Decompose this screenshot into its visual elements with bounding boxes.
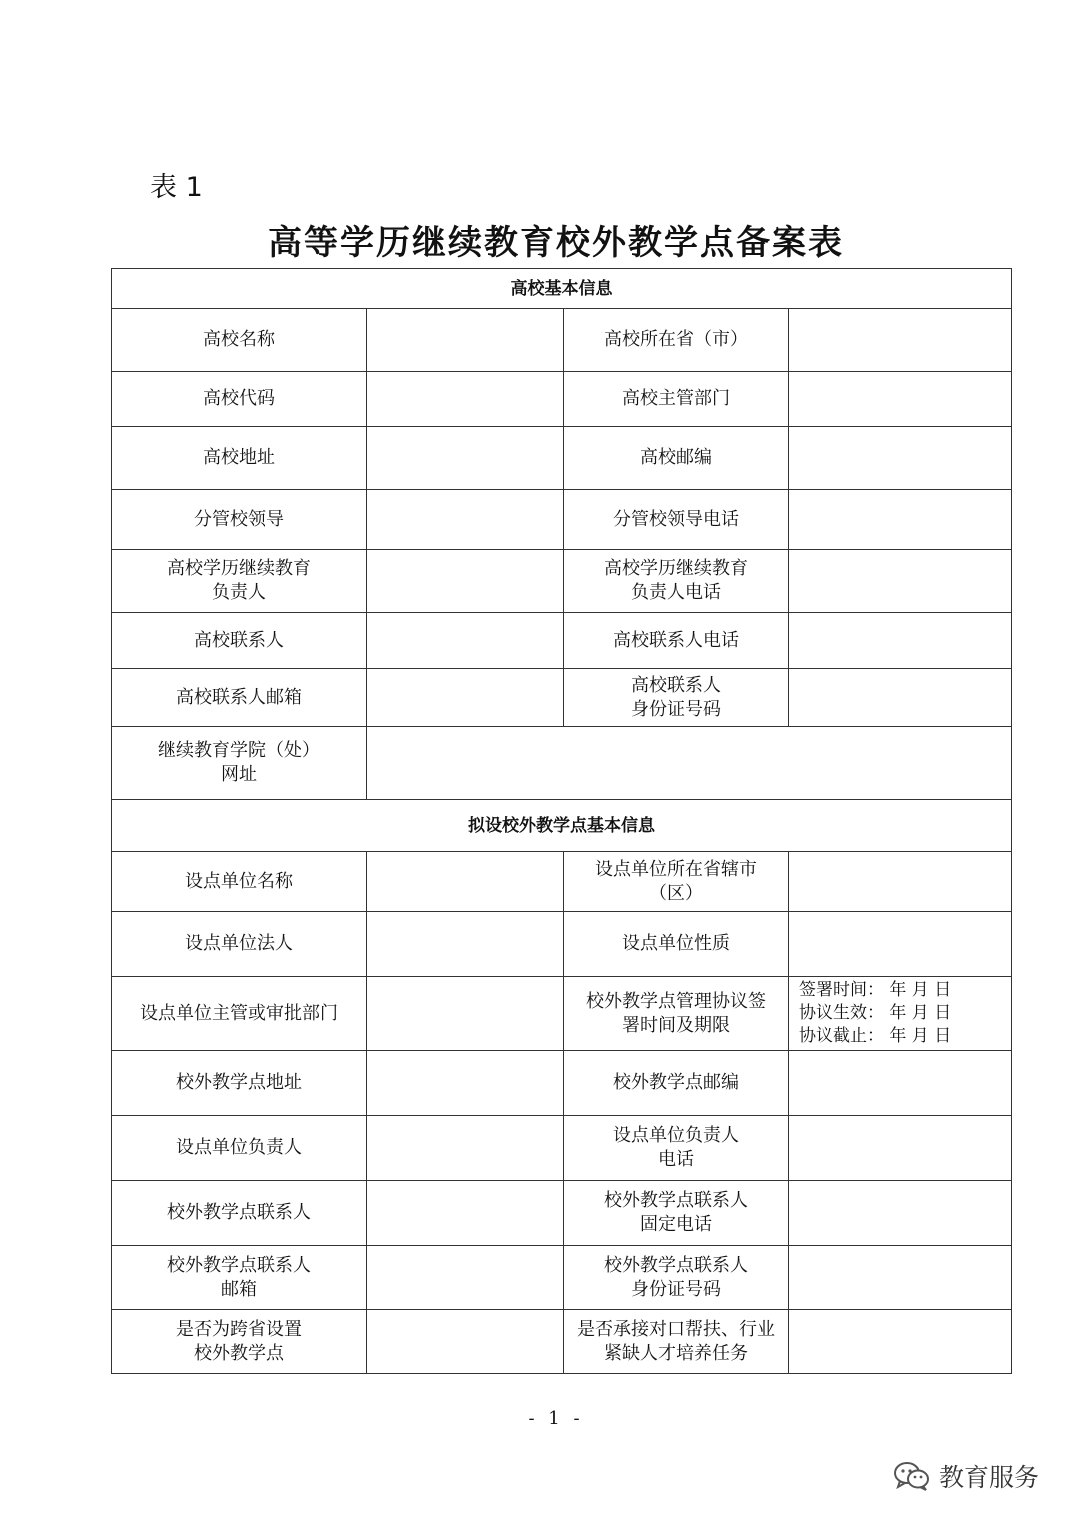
field-cross-province[interactable] <box>367 1310 564 1374</box>
page-number: - 1 - <box>528 1408 584 1429</box>
label-cross-province-line1: 是否为跨省设置 <box>176 1318 302 1340</box>
label-university-address: 高校地址 <box>112 427 367 490</box>
document-title: 高等学历继续教育校外教学点备案表 <box>268 223 844 263</box>
field-leader-phone[interactable] <box>789 490 1012 550</box>
field-contact[interactable] <box>367 613 564 669</box>
label-site-contact-id-line1: 校外教学点联系人 <box>604 1254 748 1276</box>
label-unit-city-line2: （区） <box>649 882 703 904</box>
field-contact-phone[interactable] <box>789 613 1012 669</box>
label-contact-id-line1: 高校联系人 <box>631 674 721 696</box>
label-unit-head-phone-line1: 设点单位负责人 <box>613 1125 739 1146</box>
expiry-date-line: 协议截止： 年 月 日 <box>799 1026 952 1046</box>
label-leader-phone: 分管校领导电话 <box>564 490 789 550</box>
label-site-contact-phone <box>564 1181 789 1246</box>
label-agreement-line2: 署时间及期限 <box>622 1014 730 1036</box>
label-site-postcode: 校外教学点邮编 <box>564 1051 789 1116</box>
section-header-site: 拟设校外教学点基本信息 <box>112 800 1012 852</box>
field-unit-head[interactable] <box>367 1116 564 1181</box>
label-ce-head-phone-line2: 负责人电话 <box>631 582 721 603</box>
field-contact-id[interactable] <box>789 669 1012 727</box>
label-poverty-task-line2: 紧缺人才培养任务 <box>604 1342 748 1364</box>
field-poverty-task[interactable] <box>789 1310 1012 1374</box>
label-website <box>112 727 367 800</box>
field-ce-head-phone[interactable] <box>789 550 1012 613</box>
label-contact-id-line2: 身份证号码 <box>631 698 721 720</box>
label-website-line2: 网址 <box>221 764 257 785</box>
label-website-line1: 继续教育学院（处） <box>158 740 320 761</box>
field-site-contact[interactable] <box>367 1181 564 1246</box>
label-poverty-task <box>564 1310 789 1374</box>
field-legal-person[interactable] <box>367 912 564 977</box>
label-contact-id <box>564 669 789 727</box>
label-site-contact-id <box>564 1246 789 1310</box>
filing-form-table <box>111 268 1012 1374</box>
label-cross-province <box>112 1310 367 1374</box>
label-contact-email: 高校联系人邮箱 <box>112 669 367 727</box>
label-unit-head-phone <box>564 1116 789 1181</box>
field-site-address[interactable] <box>367 1051 564 1116</box>
label-ce-head-line1: 高校学历继续教育 <box>167 558 311 579</box>
label-ce-head-phone <box>564 550 789 613</box>
label-unit-name: 设点单位名称 <box>112 852 367 912</box>
label-contact-phone: 高校联系人电话 <box>564 613 789 669</box>
label-leader: 分管校领导 <box>112 490 367 550</box>
field-university-province[interactable] <box>789 309 1012 372</box>
label-approval-dept: 设点单位主管或审批部门 <box>112 977 367 1051</box>
label-site-contact-phone-line1: 校外教学点联系人 <box>604 1190 748 1211</box>
label-site-contact-phone-line2: 固定电话 <box>640 1214 712 1235</box>
field-leader[interactable] <box>367 490 564 550</box>
label-agreement-line1: 校外教学点管理协议签 <box>586 990 766 1012</box>
wechat-icon <box>893 1460 931 1492</box>
label-unit-nature: 设点单位性质 <box>564 912 789 977</box>
label-university-province: 高校所在省（市） <box>564 309 789 372</box>
label-unit-city-line1: 设点单位所在省辖市 <box>595 858 757 880</box>
label-agreement <box>564 977 789 1051</box>
field-agreement-dates[interactable] <box>789 977 1012 1051</box>
field-site-contact-email[interactable] <box>367 1246 564 1310</box>
label-site-contact-email-line1: 校外教学点联系人 <box>167 1254 311 1276</box>
label-university-postcode: 高校邮编 <box>564 427 789 490</box>
field-contact-email[interactable] <box>367 669 564 727</box>
wechat-watermark <box>893 1458 1039 1494</box>
field-university-name[interactable] <box>367 309 564 372</box>
table-number-label: 表 1 <box>150 172 203 203</box>
label-site-address: 校外教学点地址 <box>112 1051 367 1116</box>
field-site-contact-id[interactable] <box>789 1246 1012 1310</box>
field-unit-head-phone[interactable] <box>789 1116 1012 1181</box>
label-university-authority: 高校主管部门 <box>564 372 789 427</box>
label-ce-head <box>112 550 367 613</box>
label-university-name: 高校名称 <box>112 309 367 372</box>
field-ce-head[interactable] <box>367 550 564 613</box>
watermark-text: 教育服务 <box>939 1463 1040 1492</box>
label-site-contact-id-line2: 身份证号码 <box>631 1278 721 1300</box>
label-legal-person: 设点单位法人 <box>112 912 367 977</box>
field-approval-dept[interactable] <box>367 977 564 1051</box>
label-site-contact: 校外教学点联系人 <box>112 1181 367 1246</box>
label-university-code: 高校代码 <box>112 372 367 427</box>
label-cross-province-line2: 校外教学点 <box>194 1342 284 1364</box>
field-unit-nature[interactable] <box>789 912 1012 977</box>
label-ce-head-line2: 负责人 <box>212 582 266 603</box>
label-ce-head-phone-line1: 高校学历继续教育 <box>604 558 748 579</box>
effective-date-line: 协议生效： 年 月 日 <box>799 1003 952 1023</box>
label-contact: 高校联系人 <box>112 613 367 669</box>
field-unit-name[interactable] <box>367 852 564 912</box>
field-site-contact-phone[interactable] <box>789 1181 1012 1246</box>
label-site-contact-email <box>112 1246 367 1310</box>
field-website[interactable] <box>367 727 1012 800</box>
field-university-postcode[interactable] <box>789 427 1012 490</box>
field-unit-city[interactable] <box>789 852 1012 912</box>
label-unit-city <box>564 852 789 912</box>
label-site-contact-email-line2: 邮箱 <box>221 1278 257 1300</box>
sign-time-line: 签署时间： 年 月 日 <box>799 980 952 1000</box>
field-university-address[interactable] <box>367 427 564 490</box>
field-site-postcode[interactable] <box>789 1051 1012 1116</box>
label-poverty-task-line1: 是否承接对口帮扶、行业 <box>577 1318 775 1340</box>
field-university-authority[interactable] <box>789 372 1012 427</box>
label-unit-head-phone-line2: 电话 <box>658 1149 694 1170</box>
label-unit-head: 设点单位负责人 <box>112 1116 367 1181</box>
field-university-code[interactable] <box>367 372 564 427</box>
section-header-university: 高校基本信息 <box>112 269 1012 309</box>
